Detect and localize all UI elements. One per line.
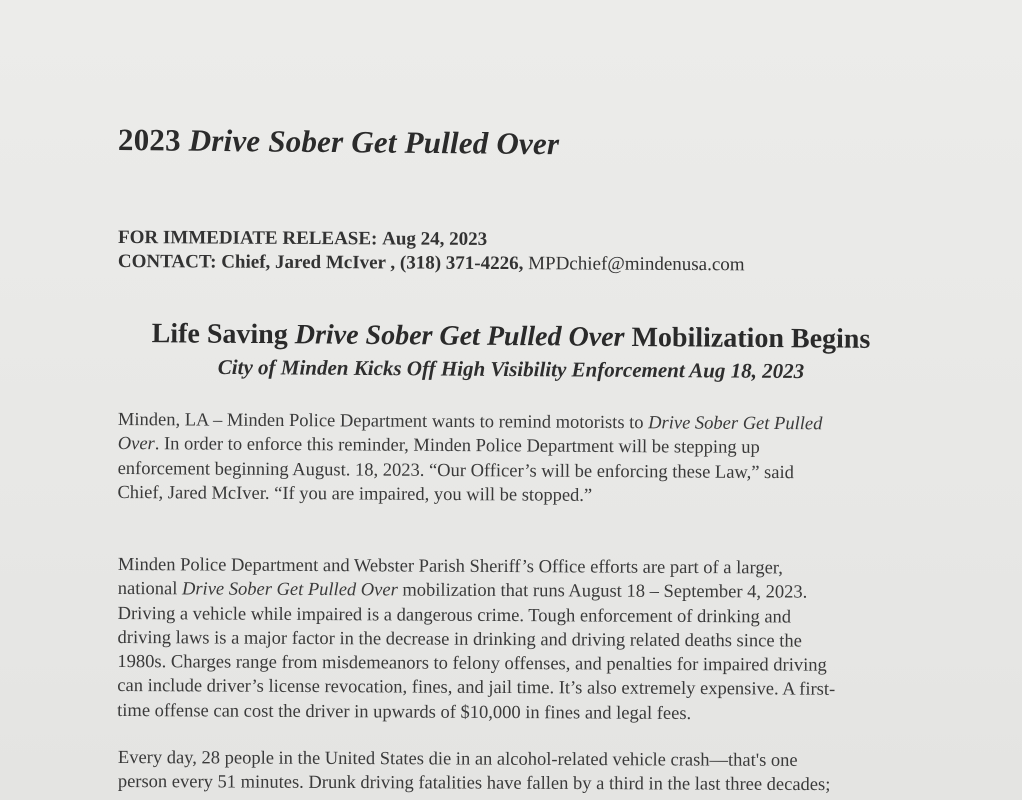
paragraph-line: Driving a vehicle while impaired is a dangerous crime. Tough enforcement of drinking and (117, 603, 792, 628)
contact-email: MPDchief@mindenusa.com (528, 253, 745, 276)
release-line (118, 226, 745, 253)
paragraph-2 (117, 553, 918, 727)
subheadline: City of Minden Kicks Off High Visibility Enforcement Aug 18, 2023 (217, 354, 805, 384)
headline-campaign: Drive Sober Get Pulled Over (294, 319, 625, 353)
paragraph-line: time offense can cost the driver in upwards of $10,000 in fines and legal fees. (117, 700, 692, 724)
paragraph-line: Minden Police Department and Webster Parish Sheriff’s Office efforts are part of a larger, (117, 555, 783, 579)
paragraph-3 (118, 746, 918, 798)
campaign-text: Over (117, 434, 155, 455)
paragraph-line: Chief, Jared McIver. “If you are impaired, you will be stopped.” (117, 482, 593, 506)
paragraph-line: can include driver’s license revocation, fines, and jail time. It’s also extremely expensive. A first- (117, 676, 836, 701)
text-run: national (117, 579, 178, 600)
campaign-text: Drive Sober Get Pulled Over (181, 579, 398, 601)
paragraph-line: 1980s. Charges range from misdemeanors to felony offenses, and penalties for impaired driving (117, 652, 827, 676)
contact-name-phone: Chief, Jared McIver , (318) 371-4226, (221, 251, 524, 275)
headline-post: Mobilization Begins (631, 321, 871, 355)
paragraph-line: person every 51 minutes. Drunk driving fatalities have fallen by a third in the last three decades; (117, 772, 831, 796)
paragraph-1 (117, 408, 918, 510)
text-run: Minden, LA – Minden Police Department wants to remind motorists to (117, 409, 644, 434)
title-campaign: Drive Sober Get Pulled Over (188, 122, 560, 162)
text-run: . In order to enforce this reminder, Minden Police Department will be stepping up (154, 434, 760, 459)
contact-line (118, 250, 745, 277)
text-run: mobilization that runs August 18 – September 4, 2023. (402, 580, 808, 603)
release-info (118, 226, 745, 277)
document-title (118, 122, 560, 162)
title-year: 2023 (117, 122, 181, 158)
paragraph-line (118, 577, 918, 605)
contact-label: CONTACT: (117, 250, 217, 273)
release-date: Aug 24, 2023 (382, 228, 488, 250)
paragraph-line: driving laws is a major factor in the decrease in drinking and driving related deaths since the (117, 627, 802, 652)
release-label: FOR IMMEDIATE RELEASE: (118, 227, 378, 250)
headline (0, 317, 1022, 357)
campaign-text: Drive Sober Get Pulled (648, 413, 823, 435)
paragraph-line: enforcement beginning August. 18, 2023. “Our Officer’s will be enforcing these Law,” said (117, 458, 794, 483)
paragraph-line: Every day, 28 people in the United States die in an alcohol-related vehicle crash—that's one (117, 748, 798, 771)
headline-pre: Life Saving (151, 318, 288, 351)
